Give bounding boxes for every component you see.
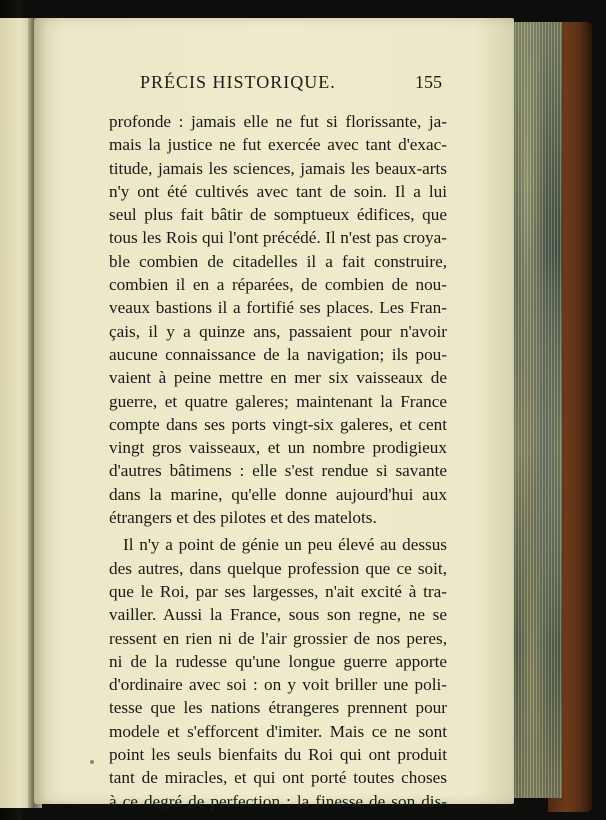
text-line: aucune connaissance de la navigation; ils pou-	[109, 344, 447, 364]
text-line: compte dans ses ports vingt-six galeres, et cent	[109, 414, 447, 434]
text-line: vingt gros vaisseaux, et un nombre prodigieux	[109, 438, 447, 458]
text-line: seul plus fait bâtir de somptueux édifices, que	[109, 205, 447, 225]
text-line: ni de la rudesse qu'une longue guerre apporte	[109, 651, 447, 671]
text-line: guerre, et quatre galeres; maintenant la France	[109, 391, 447, 411]
text-line: des autres, dans quelque profession que ce soit,	[109, 558, 447, 578]
text-line: point les seuls bienfaits du Roi qui ont produit	[109, 745, 447, 765]
text-line: ressent en rien ni de l'air grossier de nos peres,	[109, 628, 447, 648]
text-line: profonde : jamais elle ne fut si florissante, ja-	[109, 112, 447, 131]
paragraph-2	[109, 533, 447, 813]
text-line: titude, jamais les sciences, jamais les beaux-arts	[109, 158, 447, 178]
paragraph-1	[109, 110, 447, 529]
book-page	[34, 18, 514, 811]
text-line: tous les Rois qui l'ont précédé. Il n'est pas croya-	[109, 228, 447, 248]
text-line: d'ordinaire avec soi : on y voit briller une poli-	[109, 675, 447, 695]
text-line: Il n'y a point de génie un peu élevé au dessus	[123, 535, 447, 555]
text-line: tant de miracles, et qui ont porté toutes choses	[109, 768, 447, 788]
text-line: à ce degré de perfection : la finesse de son dis-	[109, 791, 447, 811]
marbled-page-edges	[510, 22, 562, 798]
page-number: 155	[415, 72, 442, 92]
paper-speck	[90, 760, 94, 764]
text-line: étrangers et des pilotes et des matelots.	[109, 508, 377, 528]
body-text	[109, 110, 447, 813]
text-line: dans la marine, qu'elle donne aujourd'hui aux	[109, 484, 447, 504]
text-line: tesse que les nations étrangeres prennent pour	[109, 698, 447, 718]
text-line: modele et s'efforcent d'imiter. Mais ce ne sont	[109, 721, 447, 741]
text-line: çais, il y a quinze ans, passaient pour n'avoir	[109, 321, 447, 341]
text-line: mais la justice ne fut exercée avec tant d'exac-	[109, 135, 447, 155]
text-line: vailler. Aussi la France, sous son regne, ne se	[109, 605, 447, 625]
text-line: ble combien de citadelles il a fait construire,	[109, 251, 447, 271]
text-line: combien il en a réparées, de combien de nou-	[109, 275, 447, 295]
text-line: vaient à peine mettre en mer six vaisseaux de	[109, 368, 447, 388]
text-line: veaux bastions il a fortifié ses places. Les Fran-	[109, 298, 447, 318]
running-head	[140, 72, 442, 102]
text-line: n'y ont été cultivés avec tant de soin. Il a lui	[109, 181, 447, 201]
text-line: d'autres bâtimens : elle s'est rendue si savante	[109, 461, 447, 481]
running-title: PRÉCIS HISTORIQUE.	[140, 72, 336, 92]
text-line: que le Roi, par ses largesses, n'ait excité à tra-	[109, 581, 447, 601]
